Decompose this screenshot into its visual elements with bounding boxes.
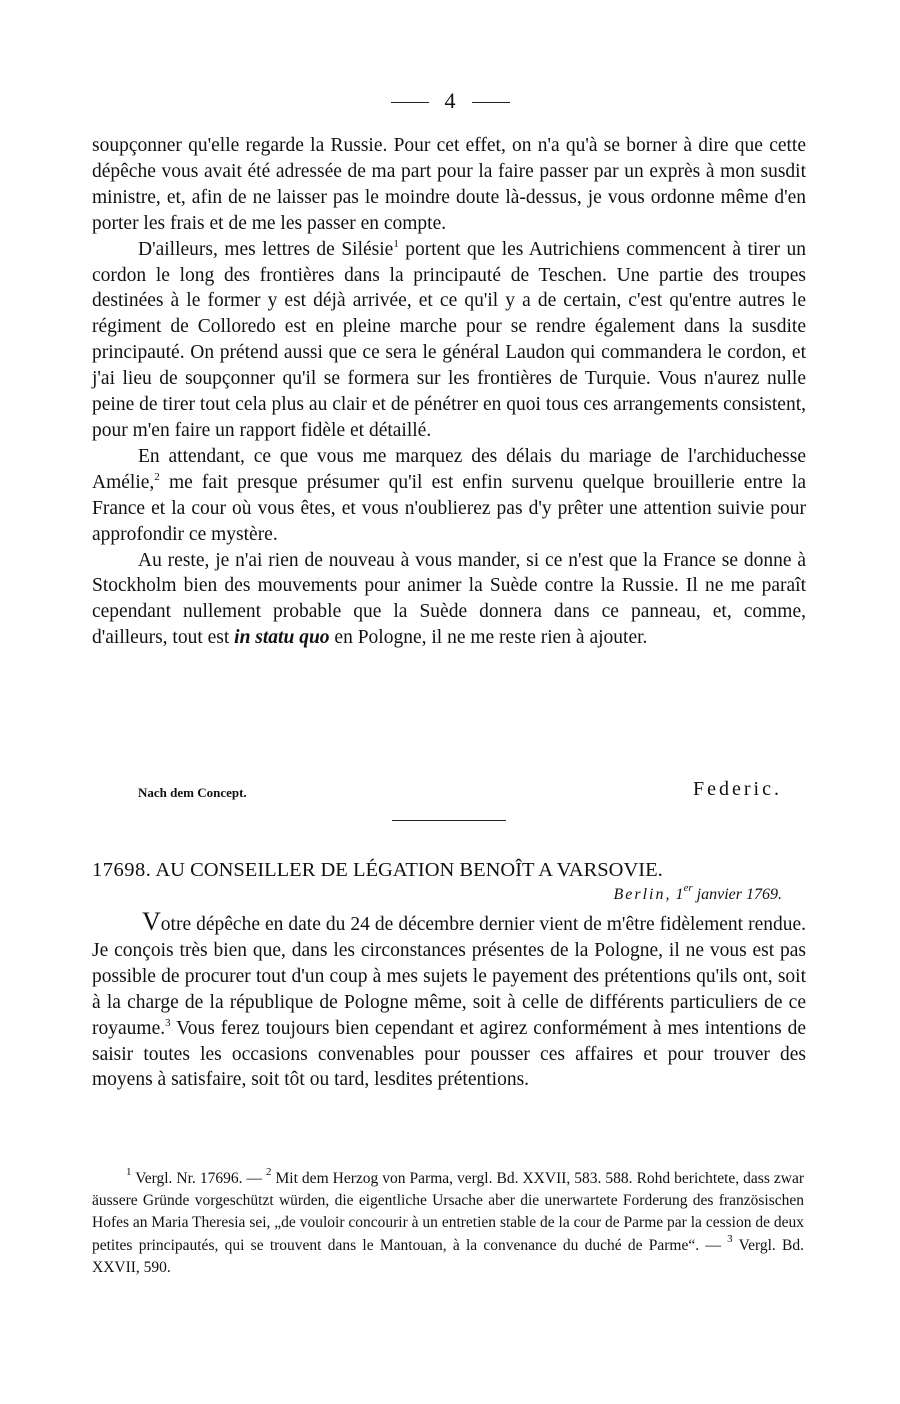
letter-body-part-b: Vous ferez toujours bien cependant et agirez conformément à mes intentions de saisir toutes les occasions convenables pour pousser ces affaires et pour trouver des moyens à satisfaire, soit tôt ou tard, lesdites prétentions. <box>92 1017 806 1091</box>
footnote-ref-3: 3 <box>165 1016 171 1029</box>
page-header <box>0 86 900 116</box>
footnote-block <box>92 1168 804 1279</box>
signature: Federic. <box>693 778 782 800</box>
letter-paragraph <box>92 907 806 1093</box>
paragraph-2-part-a: D'ailleurs, mes lettres de Silésie <box>138 238 394 260</box>
letter-dropcap: V <box>142 907 161 936</box>
footnote-1-mark: 1 <box>126 1166 132 1178</box>
paragraph-4 <box>92 548 806 652</box>
paragraph-2 <box>92 237 806 444</box>
footnote-3-text: Vergl. Bd. XXVII, 590. <box>92 1236 804 1276</box>
letter-day-suffix: er <box>683 882 693 894</box>
continuation-text <box>92 133 806 651</box>
paragraph-3-part-a: En attendant, ce que vous me marquez des délais du mariage de l'archiduchesse Amélie, <box>92 445 806 493</box>
paragraph-3-part-b: me fait presque présumer qu'il est enfin survenu quelque brouillerie entre la France et la cour où vous êtes, et vous n'oublierez pas d'y prêter une attention suivie pour approfondir ce mystère. <box>92 471 806 545</box>
letter-dateline <box>613 882 783 904</box>
letter-day: 1 <box>675 886 684 903</box>
paragraph-2-part-b: portent que les Autrichiens commencent à tirer un cordon le long des frontières dans la principauté de Teschen. Une partie des troupes destinées à le former y est déjà arrivée, et ce qu'il y a de certain, c'est qu'entre autres le régiment de Colloredo est en pleine marche pour se rendre également dans la susdite principauté. On prétend aussi que ce sera le général Laudon qui commandera le cordon, et j'ai lieu de soupçonner qu'il se formera sur les frontières de Turquie. Vous n'aurez nulle peine de tirer tout cela plus au clair et de pénétrer en quoi tous ces arrangements consistent, pour m'en faire un rapport fidèle et détaillé. <box>92 238 806 441</box>
footnote-ref-2: 2 <box>154 470 160 483</box>
letter-place: Berlin, <box>613 886 672 903</box>
latin-phrase: in statu quo <box>234 627 330 649</box>
letter-title: AU CONSEILLER DE LÉGATION BENOÎT A VARSOVIE. <box>155 859 663 881</box>
footnote-2-mark: 2 <box>266 1166 272 1178</box>
paragraph-4-part-a: Au reste, je n'ai rien de nouveau à vous mander, si ce n'est que la France se donne à Stockholm bien des mouvements pour animer la Suède contre la Russie. Il ne me paraît cependant nullement probable que la Suède donnera dans ce panneau, et, comme, d'ailleurs, tout est <box>92 549 806 649</box>
letter-date-rest: janvier 1769. <box>692 886 782 903</box>
footnote-1-text: Vergl. Nr. 17696. — <box>131 1170 266 1187</box>
letter-body <box>92 907 806 1093</box>
footnote-ref-1: 1 <box>393 237 399 250</box>
signature-row <box>92 778 792 802</box>
header-dash-right <box>472 102 510 103</box>
paragraph-3 <box>92 444 806 548</box>
page-number: 4 <box>444 88 456 113</box>
header-dash-left <box>391 102 429 103</box>
section-divider <box>392 820 506 821</box>
letter-body-part-a: otre dépêche en date du 24 de décembre dernier vient de m'être fidèlement rendue. Je conçois très bien que, dans les circonstances présentes de la Pologne, il ne vous est pas possible de procurer tout d'un coup à mes sujets le payement des prétentions qu'ils ont, soit à la charge de la république de Pologne même, soit à celle de différents particuliers de ce royaume. <box>92 914 806 1039</box>
source-note: Nach dem Concept. <box>138 785 247 800</box>
letter-heading <box>92 856 812 884</box>
footnote-2-text: Mit dem Herzog von Parma, vergl. Bd. XXVII, 583. 588. Rohd berichtete, dass zwar äussere Gründe vorgeschützt würden, die eigentliche Ursache aber die unerwartete Forderung des französischen Hofes an Maria Theresia sei, „de vouloir concourir à un entretien stable de la cour de Parme par la cession de deux petites principautés, qui se trouvent dans le Mantouan, à la convenance du duché de Parme“. — <box>92 1170 805 1254</box>
footnote-3-mark: 3 <box>727 1232 733 1245</box>
paragraph-1: soupçonner qu'elle regarde la Russie. Pour cet effet, on n'a qu'à se borner à dire que cette dépêche vous avait été adressée de ma part pour la faire passer par un exprès à mon susdit ministre, et, afin de ne laisser pas le moindre doute là-dessus, je vous ordonne même d'en porter les frais et de me les passer en compte. <box>92 135 806 234</box>
paragraph-4-part-b: en Pologne, il ne me reste rien à ajouter. <box>329 627 648 649</box>
letter-number: 17698. <box>92 859 152 881</box>
footnotes <box>92 1168 804 1279</box>
